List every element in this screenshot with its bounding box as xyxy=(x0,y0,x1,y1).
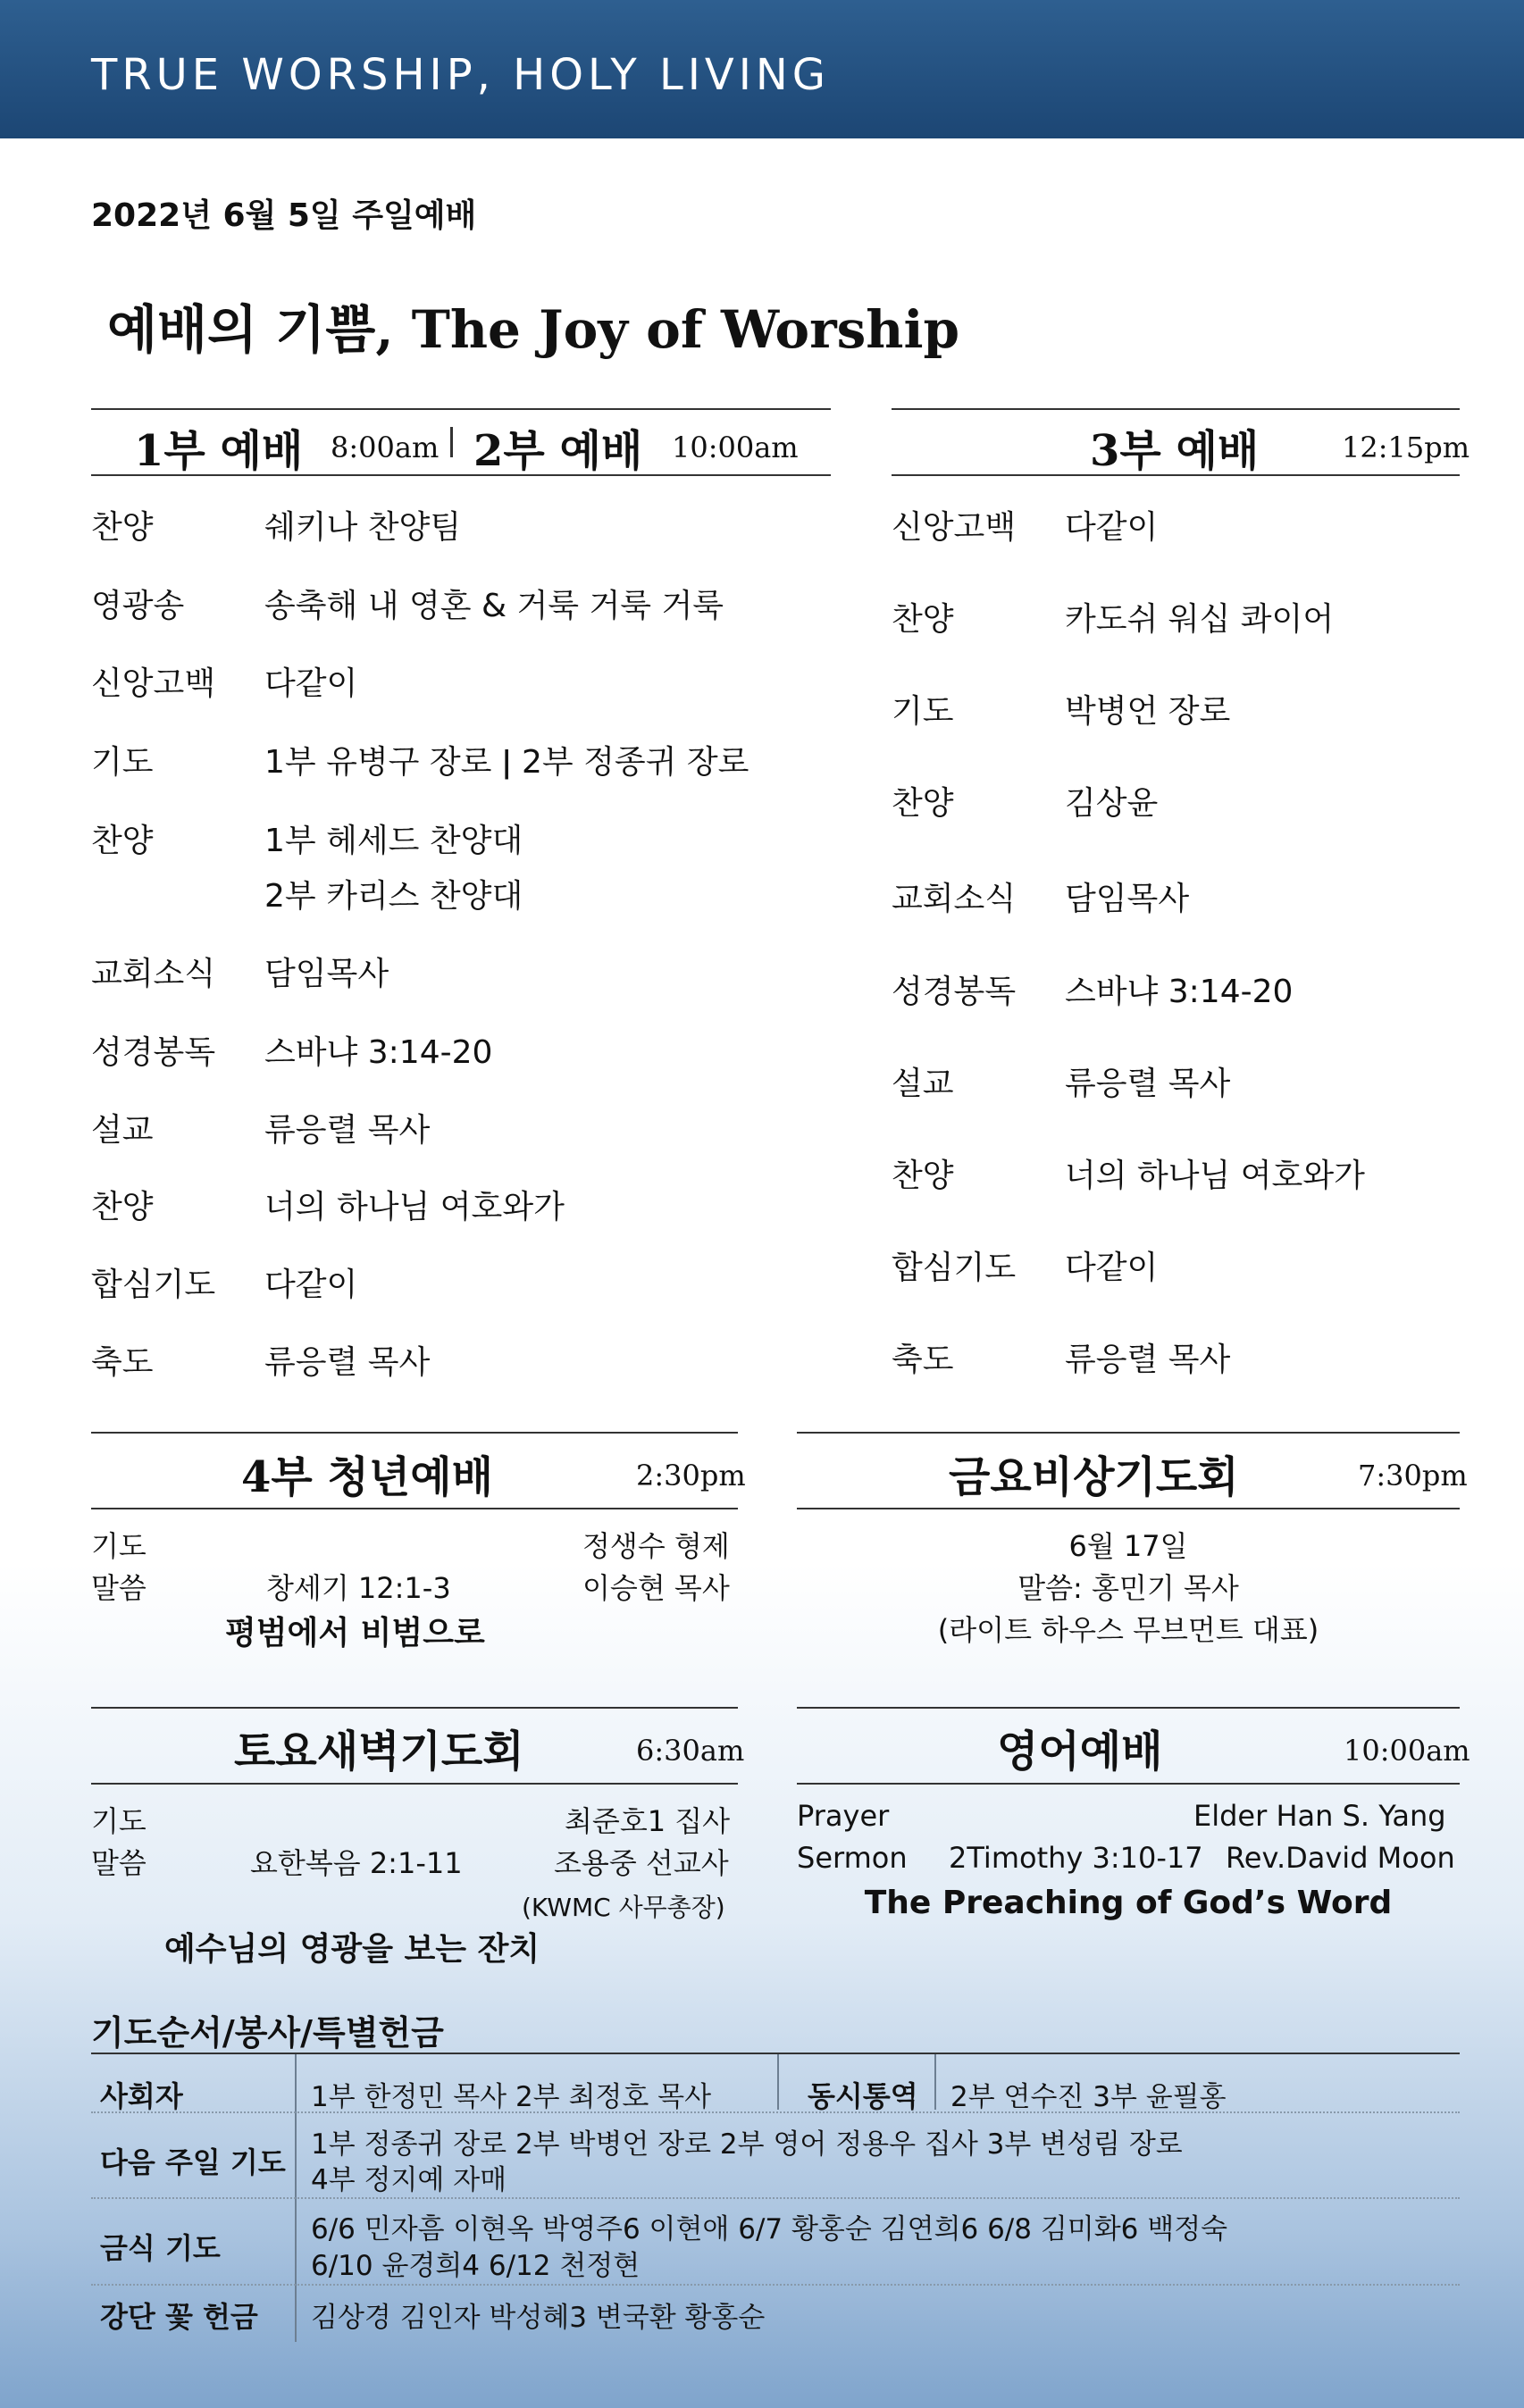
order-value: 너의 하나님 여호와가 xyxy=(1065,1158,1365,1194)
order-label: 찬양 xyxy=(91,1189,154,1225)
scripture: 창세기 12:1-3 xyxy=(266,1571,451,1605)
service1-heading: 1부 예배 xyxy=(134,426,304,476)
word-label: 말씀 xyxy=(91,1571,147,1605)
service2-time: 10:00am xyxy=(672,431,799,464)
main-title: 예배의 기쁨, The Joy of Worship xyxy=(107,299,960,360)
youth-time: 2:30pm xyxy=(636,1459,746,1492)
section-rule xyxy=(91,1432,738,1434)
order-label: 신앙고백 xyxy=(892,509,1017,546)
order-value: 1부 유병구 장로 ǀ 2부 정종귀 장로 xyxy=(264,744,749,781)
youth-heading: 4부 청년예배 xyxy=(241,1452,493,1502)
preacher: 이승현 목사 xyxy=(582,1571,730,1605)
service-table-title: 기도순서/봉사/특별헌금 xyxy=(91,2013,444,2053)
section-rule xyxy=(91,1508,738,1509)
service3-heading: 3부 예배 xyxy=(1090,426,1260,476)
order-label: 기도 xyxy=(892,693,954,730)
service3-time: 12:15pm xyxy=(1342,431,1470,464)
prayer-label: 기도 xyxy=(91,1804,147,1838)
english-time: 10:00am xyxy=(1344,1734,1470,1768)
table-column-divider xyxy=(777,2054,779,2110)
saturday-time: 6:30am xyxy=(636,1734,745,1768)
saturday-heading: 토요새벽기도회 xyxy=(234,1727,524,1777)
friday-time: 7:30pm xyxy=(1358,1459,1468,1492)
order-value: 다같이 xyxy=(264,1267,358,1303)
section-rule xyxy=(91,1707,738,1709)
order-value: 류응렬 목사 xyxy=(264,1344,431,1381)
order-value: 송축해 내 영혼 & 거룩 거룩 거룩 xyxy=(264,588,724,624)
preacher-note: (KWMC 사무총장) xyxy=(522,1893,725,1922)
section-rule xyxy=(797,1432,1460,1434)
friday-preacher-note: (라이트 하우스 무브먼트 대표) xyxy=(937,1613,1319,1647)
order-label: 기도 xyxy=(91,744,154,781)
order-label: 설교 xyxy=(892,1066,954,1102)
order-label: 영광송 xyxy=(91,588,185,624)
prayer-person: 최준호1 집사 xyxy=(565,1804,731,1838)
scripture: 요한복음 2:1-11 xyxy=(250,1846,463,1880)
order-label: 성경봉독 xyxy=(91,1034,216,1071)
order-label: 성경봉독 xyxy=(892,974,1017,1010)
table-row-divider xyxy=(91,2197,1460,2199)
prayer-label: 기도 xyxy=(91,1529,147,1563)
order-value: 류응렬 목사 xyxy=(264,1112,431,1149)
friday-heading: 금요비상기도회 xyxy=(949,1452,1239,1502)
order-value: 1부 헤세드 찬양대 xyxy=(264,823,523,859)
order-label: 찬양 xyxy=(892,1158,954,1194)
sermon-label: Sermon xyxy=(797,1841,908,1875)
section-rule xyxy=(91,474,831,476)
order-label: 교회소식 xyxy=(892,881,1017,917)
order-value: 담임목사 xyxy=(1065,881,1190,917)
table-row-value: 4부 정지예 자매 xyxy=(311,2164,507,2196)
order-value: 스바냐 3:14-20 xyxy=(1065,974,1294,1010)
top-banner xyxy=(0,0,1524,138)
section-rule xyxy=(91,1783,738,1785)
order-label: 축도 xyxy=(91,1344,154,1381)
service2-heading: 2부 예배 xyxy=(473,426,643,476)
sermon-title: 평범에서 비범으로 xyxy=(225,1615,485,1651)
table-row-divider xyxy=(91,2111,1460,2113)
order-value: 류응렬 목사 xyxy=(1065,1342,1231,1378)
table-row-value: 1부 정종귀 장로 2부 박병언 장로 2부 영어 정용우 집사 3부 변성림 장로 xyxy=(311,2128,1183,2161)
table-column-divider xyxy=(934,2054,936,2110)
table-row-value: 김상경 김인자 박성혜3 변국환 황홍순 xyxy=(311,2302,766,2334)
table-row-label: 다음 주일 기도 xyxy=(100,2145,286,2179)
table-row-value: 1부 한정민 목사 2부 최정호 목사 xyxy=(311,2081,712,2113)
order-value: 2부 카리스 찬양대 xyxy=(264,878,523,915)
word-label: 말씀 xyxy=(91,1846,147,1880)
order-label: 찬양 xyxy=(91,509,154,546)
order-value: 다같이 xyxy=(264,665,358,702)
order-value: 스바냐 3:14-20 xyxy=(264,1034,493,1071)
sermon-title: 예수님의 영광을 보는 잔치 xyxy=(164,1931,540,1968)
section-rule xyxy=(91,408,831,410)
order-value: 다같이 xyxy=(1065,509,1159,546)
order-label: 합심기도 xyxy=(91,1267,216,1303)
section-rule xyxy=(797,1707,1460,1709)
order-value: 쉐키나 찬양팀 xyxy=(264,509,462,546)
table-row-divider xyxy=(91,2284,1460,2286)
preacher: 조용중 선교사 xyxy=(554,1846,729,1880)
table-row-label: 강단 꽃 헌금 xyxy=(100,2300,258,2334)
order-label: 찬양 xyxy=(892,785,954,822)
preacher: Rev.David Moon xyxy=(1226,1841,1455,1875)
prayer-person: 정생수 형제 xyxy=(582,1529,730,1563)
english-heading: 영어예배 xyxy=(997,1727,1163,1777)
order-label: 합심기도 xyxy=(892,1250,1017,1286)
table-row-value: 6/10 윤경희4 6/12 천정현 xyxy=(311,2250,641,2282)
section-rule xyxy=(892,408,1460,410)
service1-time: 8:00am xyxy=(331,431,440,464)
order-label: 찬양 xyxy=(892,601,954,638)
friday-preacher: 말씀: 홍민기 목사 xyxy=(1017,1571,1239,1605)
order-label: 축도 xyxy=(892,1342,954,1378)
prayer-label: Prayer xyxy=(797,1799,890,1833)
sermon-title: The Preaching of God’s Word xyxy=(864,1885,1393,1921)
order-value: 류응렬 목사 xyxy=(1065,1066,1231,1102)
section-rule xyxy=(797,1508,1460,1509)
order-label: 신앙고백 xyxy=(91,665,216,702)
heading-divider xyxy=(450,427,453,457)
table-row-value: 2부 연수진 3부 윤필홍 xyxy=(950,2081,1227,2113)
section-rule xyxy=(892,474,1460,476)
order-label: 교회소식 xyxy=(91,956,216,992)
banner-title: TRUE WORSHIP, HOLY LIVING xyxy=(91,50,830,100)
order-value: 담임목사 xyxy=(264,956,389,992)
scripture: 2Timothy 3:10-17 xyxy=(949,1841,1203,1875)
table-row-value: 6/6 민자흠 이현옥 박영주6 이현애 6/7 황홍순 김연희6 6/8 김미화6 백정숙 xyxy=(311,2213,1228,2245)
order-value: 김상윤 xyxy=(1065,785,1159,822)
table-row-label: 사회자 xyxy=(100,2079,183,2113)
friday-date: 6월 17일 xyxy=(1068,1529,1188,1563)
table-row-label: 금식 기도 xyxy=(100,2231,221,2265)
order-label: 설교 xyxy=(91,1112,154,1149)
order-value: 다같이 xyxy=(1065,1250,1159,1286)
order-value: 너의 하나님 여호와가 xyxy=(264,1189,565,1225)
section-rule xyxy=(797,1783,1460,1785)
order-value: 카도쉬 워십 콰이어 xyxy=(1065,601,1335,638)
prayer-person: Elder Han S. Yang xyxy=(1193,1799,1446,1833)
order-label: 찬양 xyxy=(91,823,154,859)
table-row-label: 동시통역 xyxy=(808,2079,918,2113)
order-value: 박병언 장로 xyxy=(1065,693,1231,730)
service-date: 2022년 6월 5일 주일예배 xyxy=(91,197,477,234)
